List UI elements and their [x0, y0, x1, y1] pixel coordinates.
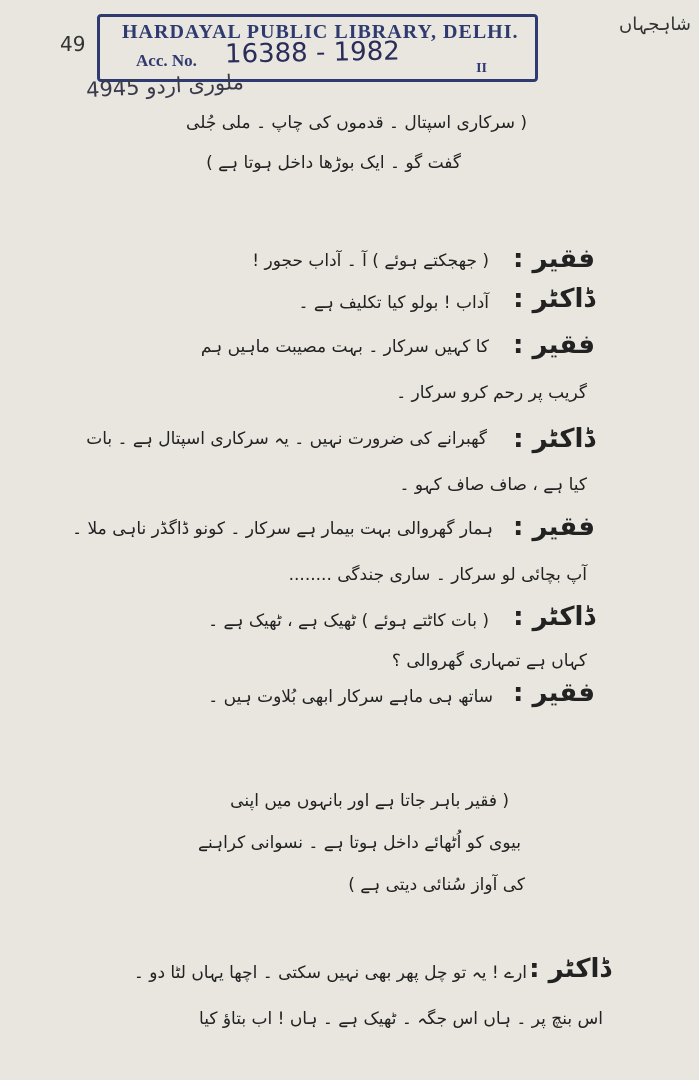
scene-setting: ( سرکاری اسپتال ۔ قدموں کی چاپ ۔ ملی جُلی	[186, 113, 527, 133]
speaker-faqir: فقیر :	[513, 512, 595, 542]
dialogue-line: گریب پر رحم کرو سرکار ۔	[396, 383, 587, 403]
dialogue-line: کہاں ہے تمہاری گھروالی ؟	[391, 651, 587, 671]
scene-setting-2: گفت گو ۔ ایک بوڑھا داخل ہوتا ہے )	[206, 153, 461, 173]
stage-direction: کی آواز سُنائی دیتی ہے )	[348, 875, 525, 895]
speaker-doctor: ڈاکٹر :	[513, 284, 595, 314]
dialogue-line: کا کہیں سرکار ۔ بہت مصیبت ماہیں ہم	[200, 337, 489, 357]
catalog-number: 4945 ملوری اردو	[85, 69, 245, 103]
stamp-roman: II	[476, 61, 487, 76]
stage-direction: بیوی کو اُٹھائے داخل ہوتا ہے ۔ نسوانی کراہنے	[198, 833, 521, 853]
speaker-doctor: ڈاکٹر :	[529, 954, 611, 984]
speaker-faqir: فقیر :	[513, 244, 595, 274]
dialogue-line: کیا ہے ، صاف صاف کہو ۔	[399, 475, 587, 495]
page-number: 49	[60, 32, 86, 56]
dialogue-line: ارے ! یہ تو چل پھر بھی نہیں سکتی ۔ اچھا یہاں لٹا دو ۔	[133, 963, 527, 983]
dialogue-line: ہمار گھروالی بہت بیمار ہے سرکار ۔ کونو ڈاگڈر ناہی ملا ۔	[72, 519, 493, 539]
dialogue-line: ( جھجکتے ہوئے ) آ ۔ آداب حجور !	[252, 251, 489, 271]
dialogue-line: آپ بچائی لو سرکار ۔ ساری جندگی ........	[288, 565, 587, 585]
book-title: شاہجہاں	[619, 14, 691, 35]
stage-direction: ( فقیر باہر جاتا ہے اور بانہوں میں اپنی	[230, 791, 509, 811]
speaker-faqir: فقیر :	[513, 678, 595, 708]
accession-number: 16388 - 1982	[224, 36, 401, 70]
speaker-faqir: فقیر :	[513, 330, 595, 360]
dialogue-line: گھبرانے کی ضرورت نہیں ۔ یہ سرکاری اسپتال ہے ۔ بات	[86, 429, 487, 449]
stamp-library-name: HARDAYAL PUBLIC LIBRARY, DELHI.	[122, 21, 519, 43]
speaker-doctor: ڈاکٹر :	[513, 424, 595, 454]
speaker-doctor: ڈاکٹر :	[513, 602, 595, 632]
dialogue-line: ساتھ ہی ماہے سرکار ابھی بُلاوت ہیں ۔	[208, 687, 493, 707]
stamp-acc-label: Acc. No.	[136, 51, 197, 70]
dialogue-line: ( بات کاٹتے ہوئے ) ٹھیک ہے ، ٹھیک ہے ۔	[208, 611, 489, 631]
dialogue-line: اس بنچ پر ۔ ہاں اس جگہ ۔ ٹھیک ہے ۔ ہاں ! اب بتاؤ کیا	[199, 1009, 603, 1029]
dialogue-line: آداب ! بولو کیا تکلیف ہے ۔	[298, 293, 489, 313]
